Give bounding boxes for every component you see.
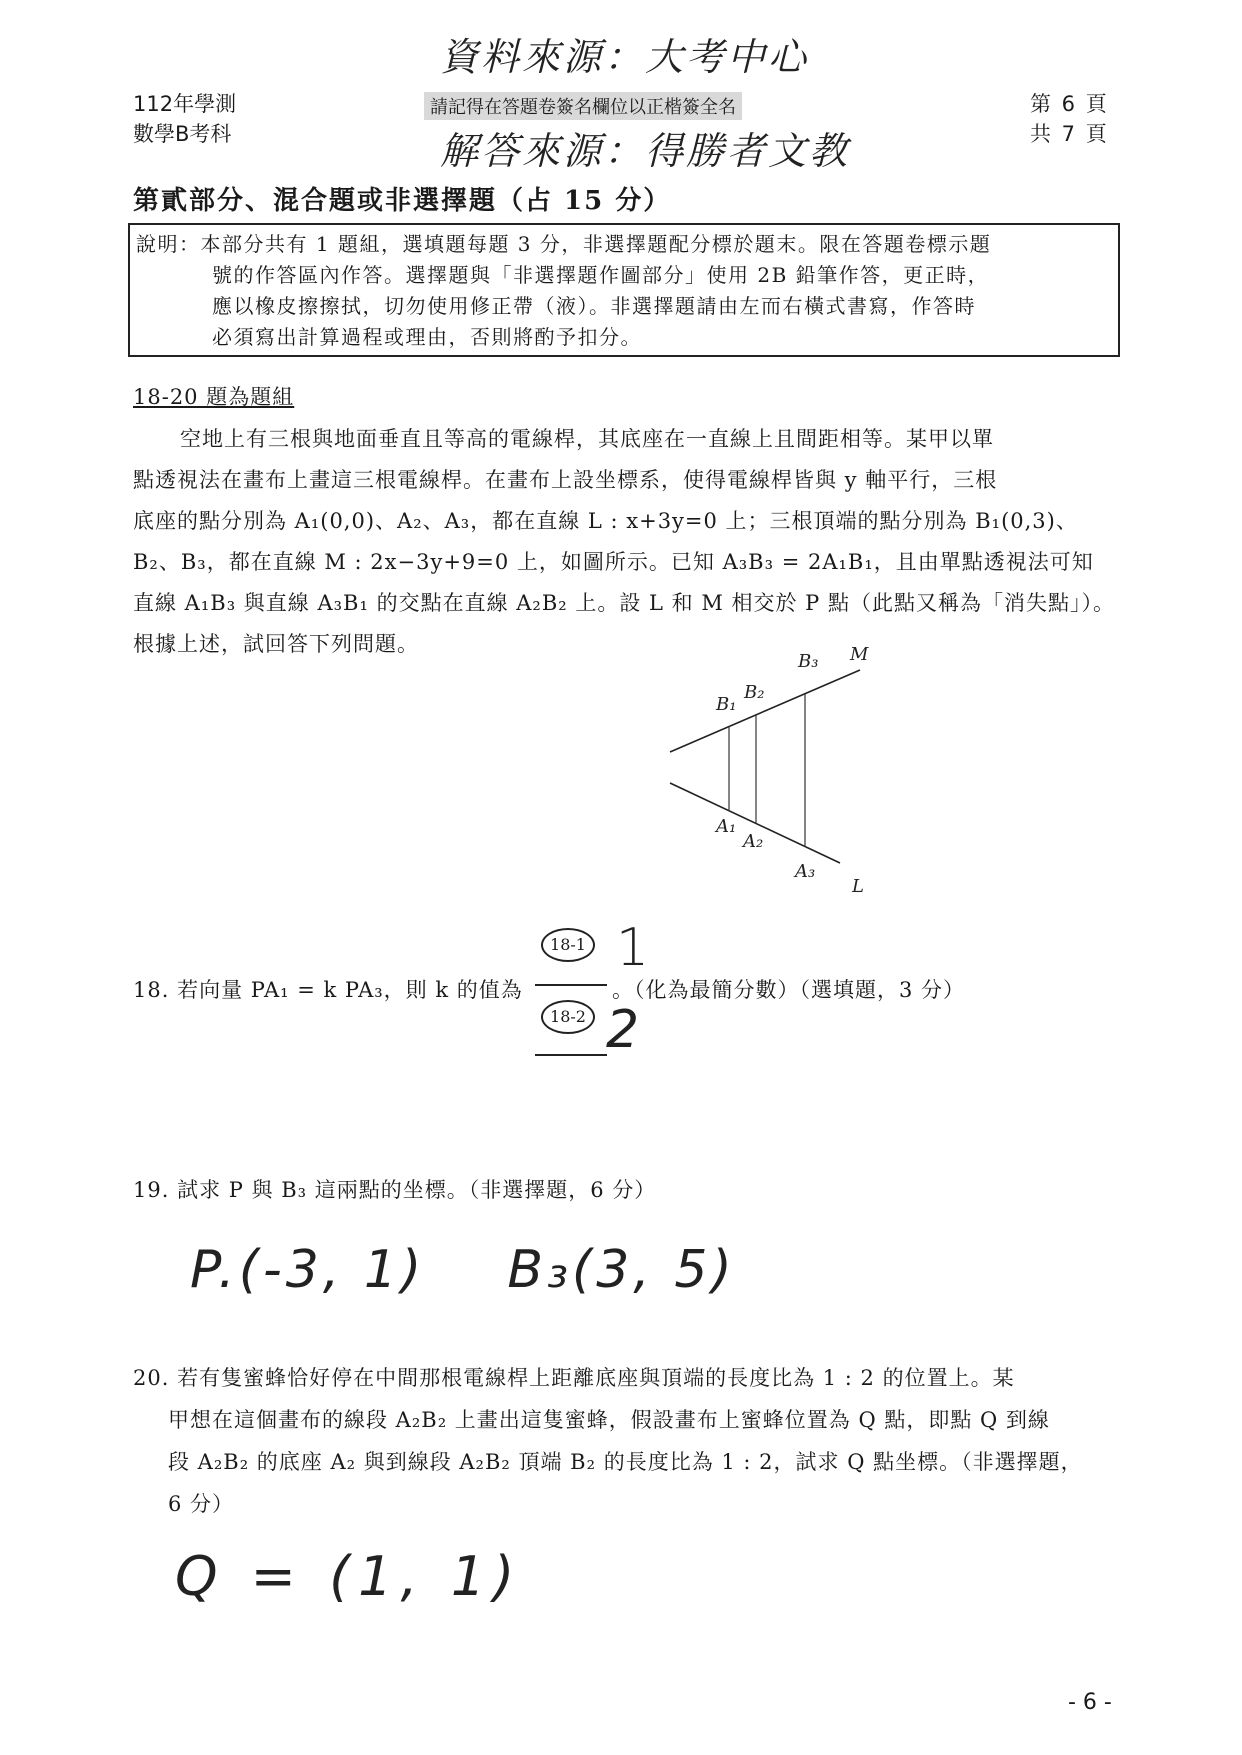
label-b2: B₂	[744, 682, 765, 703]
paragraph-line-1: 空地上有三根與地面垂直且等高的電線桿，其底座在一直線上且間距相等。某甲以單	[180, 427, 994, 451]
paragraph-line-6: 根據上述，試回答下列問題。	[133, 632, 419, 656]
instructions-line-1: 說明：本部分共有 1 題組，選填題每題 3 分，非選擇題配分標於題末。限在答題卷標示題	[136, 232, 992, 256]
signature-notice: 請記得在答題卷簽名欄位以正楷簽全名	[424, 92, 742, 120]
perspective-figure	[640, 640, 900, 910]
paragraph-line-2: 點透視法在畫布上畫這三根電線桿。在畫布上設坐標系，使得電線桿皆與 y 軸平行，三根	[133, 468, 998, 492]
paragraph-line-5: 直線 A₁B₃ 與直線 A₃B₁ 的交點在直線 A₂B₂ 上。設 L 和 M 相交於 P 點（此點又稱為「消失點」）。	[133, 591, 1115, 615]
label-a1: A₁	[716, 816, 737, 837]
q20-line-2: 甲想在這個畫布的線段 A₂B₂ 上畫出這隻蜜蜂，假設畫布上蜜蜂位置為 Q 點，即點 Q 到線	[168, 1408, 1050, 1432]
exam-year: 112年學測	[133, 92, 237, 116]
handwritten-answer-source-note: 解答來源：得勝者文教	[440, 129, 851, 173]
page-total: 共 7 頁	[1030, 122, 1109, 146]
label-l: L	[852, 876, 864, 897]
exam-subject: 數學B考科	[133, 122, 232, 146]
instructions-line-3: 應以橡皮擦擦拭，切勿使用修正帶（液）。非選擇題請由左而右橫式書寫，作答時	[212, 294, 976, 318]
q20-line-3: 段 A₂B₂ 的底座 A₂ 與到線段 A₂B₂ 頂端 B₂ 的長度比為 1 : 2，試求 Q 點坐標。（非選擇題，	[168, 1450, 1083, 1474]
q18-handwritten-numerator: 1	[616, 918, 653, 978]
line-m	[670, 670, 860, 752]
q18-prefix: 18. 若向量 PA₁ = k PA₃，則 k 的值為	[133, 978, 523, 1002]
question-group-heading: 18-20 題為題組	[133, 385, 295, 409]
fraction-bar	[535, 984, 607, 986]
q18-handwritten-denominator: 2	[606, 1000, 643, 1060]
section-title: 第貳部分、混合題或非選擇題（占 15 分）	[133, 186, 672, 216]
instructions-line-2: 號的作答區內作答。選擇題與「非選擇題作圖部分」使用 2B 鉛筆作答，更正時，	[212, 263, 990, 287]
q18-box-bottom-label: 18-2	[541, 1000, 595, 1034]
q20-handwritten-answer: Q = (1, 1)	[175, 1545, 523, 1608]
paragraph-line-4: B₂、B₃，都在直線 M : 2x−3y+9=0 上，如圖所示。已知 A₃B₃ = 2A₁B₁，且由單點透視法可知	[133, 550, 1094, 574]
q19-handwritten-answer: P.(-3, 1) B₃(3, 5)	[190, 1240, 736, 1300]
label-b1: B₁	[716, 694, 737, 715]
handwritten-source-note: 資料來源：大考中心	[440, 35, 810, 79]
q19-text: 19. 試求 P 與 B₃ 這兩點的坐標。（非選擇題，6 分）	[133, 1178, 657, 1202]
label-b3: B₃	[798, 651, 819, 672]
label-m: M	[850, 644, 869, 665]
answer-underline	[535, 1054, 607, 1056]
q20-line-4: 6 分）	[168, 1492, 235, 1516]
q20-line-1: 20. 若有隻蜜蜂恰好停在中間那根電線桿上距離底座與頂端的長度比為 1 : 2 的位置上。某	[133, 1366, 1015, 1390]
instructions-box	[128, 223, 1120, 357]
q18-fraction-answer-box	[535, 920, 607, 1060]
page-number: 第 6 頁	[1030, 92, 1109, 116]
q18-suffix: 。（化為最簡分數）（選填題，3 分）	[612, 978, 966, 1002]
page-marker: - 6 -	[1068, 1690, 1112, 1715]
label-a3: A₃	[795, 861, 816, 882]
instructions-line-4: 必須寫出計算過程或理由，否則將酌予扣分。	[212, 325, 642, 349]
label-a2: A₂	[743, 831, 764, 852]
paragraph-line-3: 底座的點分別為 A₁(0,0)、A₂、A₃，都在直線 L : x+3y=0 上；三根頂端的點分別為 B₁(0,3)、	[133, 509, 1078, 533]
q18-box-top-label: 18-1	[541, 928, 595, 962]
